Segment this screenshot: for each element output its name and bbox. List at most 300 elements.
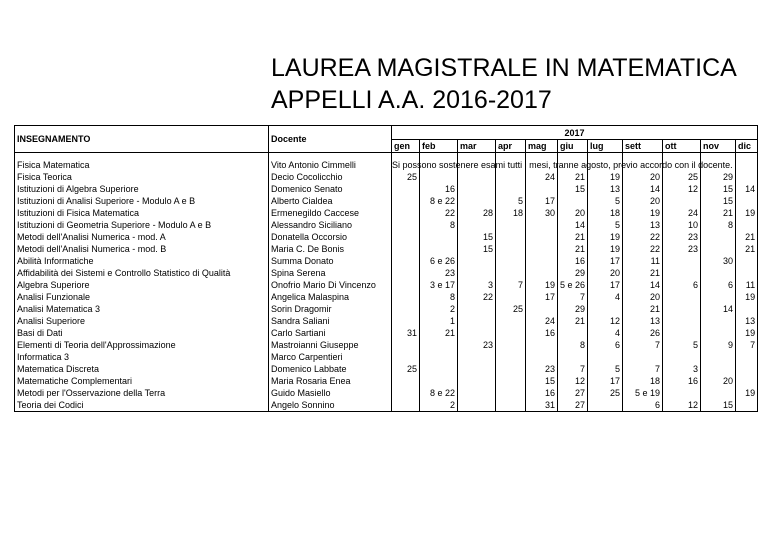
exam-date-apr — [496, 291, 526, 303]
exam-date-lug: 5 — [588, 363, 623, 375]
exam-date-mar: 22 — [458, 291, 496, 303]
table-row — [15, 315, 758, 327]
exam-date-mag — [526, 339, 558, 351]
exam-date-giu — [558, 351, 588, 363]
exam-date-mar: 3 — [458, 279, 496, 291]
exam-date-lug: 12 — [588, 315, 623, 327]
exam-date-mar — [458, 171, 496, 183]
exam-date-apr — [496, 327, 526, 339]
exam-date-sett: 14 — [623, 279, 663, 291]
exam-date-mar — [458, 267, 496, 279]
exam-date-lug: 5 — [588, 219, 623, 231]
exam-date-nov — [701, 243, 736, 255]
exam-date-lug: 17 — [588, 375, 623, 387]
exam-date-gen — [392, 399, 420, 412]
exam-date-ott — [663, 195, 701, 207]
exam-date-gen — [392, 291, 420, 303]
course-name: Fisica Teorica — [15, 171, 269, 183]
exam-date-mag — [526, 351, 558, 363]
docente-name: Donatella Occorsio — [269, 231, 392, 243]
exam-date-feb: 2 — [420, 303, 458, 315]
docente-name: Sandra Saliani — [269, 315, 392, 327]
docente-name: Guido Masiello — [269, 387, 392, 399]
exam-date-giu: 27 — [558, 387, 588, 399]
table-row — [15, 363, 758, 375]
course-name: Affidabilità dei Sistemi e Controllo Statistico di Qualità — [15, 267, 269, 279]
exam-date-nov: 21 — [701, 207, 736, 219]
exam-date-mag: 19 — [526, 279, 558, 291]
docente-name: Alberto Cialdea — [269, 195, 392, 207]
exam-date-apr — [496, 171, 526, 183]
docente-name: Alessandro Siciliano — [269, 219, 392, 231]
exam-date-ott: 12 — [663, 399, 701, 412]
exam-date-sett: 22 — [623, 231, 663, 243]
exam-date-dic: 19 — [736, 387, 758, 399]
exam-date-giu: 21 — [558, 243, 588, 255]
table-row — [15, 231, 758, 243]
exam-date-lug: 19 — [588, 171, 623, 183]
exam-date-mar — [458, 303, 496, 315]
course-name: Analisi Superiore — [15, 315, 269, 327]
header-month-dic: dic — [736, 140, 758, 153]
exam-date-ott: 24 — [663, 207, 701, 219]
exam-date-gen — [392, 183, 420, 195]
exam-date-dic: 21 — [736, 231, 758, 243]
exam-date-lug: 17 — [588, 255, 623, 267]
exam-date-feb: 6 e 26 — [420, 255, 458, 267]
course-name: Istituzioni di Analisi Superiore - Modulo A e B — [15, 195, 269, 207]
course-name: Istituzioni di Geometria Superiore - Modulo A e B — [15, 219, 269, 231]
docente-name: Onofrio Mario Di Vincenzo — [269, 279, 392, 291]
docente-name: Angelica Malaspina — [269, 291, 392, 303]
exam-date-nov: 15 — [701, 195, 736, 207]
course-name: Metodi dell'Analisi Numerica - mod. A — [15, 231, 269, 243]
exam-date-sett: 18 — [623, 375, 663, 387]
exam-date-mag: 17 — [526, 291, 558, 303]
exam-date-nov — [701, 267, 736, 279]
exam-date-mag — [526, 183, 558, 195]
exam-date-nov: 20 — [701, 375, 736, 387]
header-docente: Docente — [269, 126, 392, 153]
exam-date-sett — [623, 351, 663, 363]
exam-date-mag: 16 — [526, 387, 558, 399]
course-name: Analisi Matematica 3 — [15, 303, 269, 315]
exam-date-sett: 20 — [623, 171, 663, 183]
exam-date-sett: 21 — [623, 303, 663, 315]
exam-date-mag — [526, 231, 558, 243]
exam-date-gen — [392, 219, 420, 231]
exam-date-mag: 16 — [526, 327, 558, 339]
exam-date-feb: 8 e 22 — [420, 387, 458, 399]
exam-date-gen — [392, 375, 420, 387]
exam-date-ott — [663, 255, 701, 267]
exam-date-nov — [701, 315, 736, 327]
exam-date-gen — [392, 267, 420, 279]
exam-date-gen — [392, 195, 420, 207]
docente-name: Carlo Sartiani — [269, 327, 392, 339]
course-name: Elementi di Teoria dell'Approssimazione — [15, 339, 269, 351]
exam-date-apr — [496, 255, 526, 267]
exam-date-feb: 1 — [420, 315, 458, 327]
header-year: 2017 — [392, 126, 758, 140]
course-name: Istituzioni di Algebra Superiore — [15, 183, 269, 195]
exam-date-feb: 23 — [420, 267, 458, 279]
exam-date-sett: 19 — [623, 207, 663, 219]
availability-note: Si possono sostenere esami tutti i mesi, tranne agosto, previo accordo con il docente. — [392, 160, 733, 170]
exam-date-feb: 22 — [420, 207, 458, 219]
exam-date-mar — [458, 327, 496, 339]
exam-date-gen — [392, 315, 420, 327]
exam-date-gen — [392, 339, 420, 351]
exam-date-sett: 6 — [623, 399, 663, 412]
exam-date-gen — [392, 231, 420, 243]
exam-date-mag: 24 — [526, 315, 558, 327]
exam-date-gen — [392, 255, 420, 267]
exam-date-giu: 21 — [558, 231, 588, 243]
exam-date-nov — [701, 231, 736, 243]
exam-date-giu: 7 — [558, 291, 588, 303]
exam-date-ott — [663, 351, 701, 363]
exam-date-apr — [496, 363, 526, 375]
table-row — [15, 267, 758, 279]
exam-date-ott: 12 — [663, 183, 701, 195]
exam-date-gen: 31 — [392, 327, 420, 339]
exam-date-gen — [392, 303, 420, 315]
exam-date-dic: 11 — [736, 279, 758, 291]
header-row-year — [15, 126, 758, 140]
exam-date-apr: 25 — [496, 303, 526, 315]
exam-date-apr — [496, 351, 526, 363]
exam-date-mar — [458, 399, 496, 412]
docente-name: Ermenegildo Caccese — [269, 207, 392, 219]
exam-date-lug: 18 — [588, 207, 623, 219]
exam-date-ott — [663, 327, 701, 339]
course-name: Teoria dei Codici — [15, 399, 269, 412]
exam-date-ott: 23 — [663, 243, 701, 255]
exam-date-ott: 6 — [663, 279, 701, 291]
exam-date-mag: 30 — [526, 207, 558, 219]
exam-date-sett: 26 — [623, 327, 663, 339]
header-month-nov: nov — [701, 140, 736, 153]
exam-date-giu: 27 — [558, 399, 588, 412]
course-name: Basi di Dati — [15, 327, 269, 339]
exam-date-giu: 5 e 26 — [558, 279, 588, 291]
exam-date-nov — [701, 291, 736, 303]
header-month-gen: gen — [392, 140, 420, 153]
docente-name: Domenico Labbate — [269, 363, 392, 375]
exam-date-giu: 12 — [558, 375, 588, 387]
header-month-mar: mar — [458, 140, 496, 153]
exam-date-dic — [736, 159, 758, 171]
exam-date-ott — [663, 291, 701, 303]
exam-date-sett: 5 e 19 — [623, 387, 663, 399]
exam-date-feb — [420, 231, 458, 243]
header-month-feb: feb — [420, 140, 458, 153]
exam-date-feb — [420, 339, 458, 351]
exam-date-nov — [701, 327, 736, 339]
exam-date-giu: 16 — [558, 255, 588, 267]
exam-date-feb — [420, 351, 458, 363]
exam-date-lug: 6 — [588, 339, 623, 351]
exam-date-dic: 14 — [736, 183, 758, 195]
exam-date-nov: 30 — [701, 255, 736, 267]
course-name: Istituzioni di Fisica Matematica — [15, 207, 269, 219]
exam-date-feb — [420, 363, 458, 375]
course-name: Metodi dell'Analisi Numerica - mod. B — [15, 243, 269, 255]
exam-date-dic — [736, 303, 758, 315]
header-month-sett: sett — [623, 140, 663, 153]
exam-date-feb: 21 — [420, 327, 458, 339]
exam-date-sett: 20 — [623, 291, 663, 303]
course-name: Algebra Superiore — [15, 279, 269, 291]
exam-date-nov: 29 — [701, 171, 736, 183]
table-row — [15, 375, 758, 387]
exam-date-sett: 13 — [623, 315, 663, 327]
docente-name: Summa Donato — [269, 255, 392, 267]
exam-date-mar — [458, 375, 496, 387]
exam-date-ott: 3 — [663, 363, 701, 375]
table-row — [15, 255, 758, 267]
exam-date-mar: 15 — [458, 243, 496, 255]
title-line-2: APPELLI A.A. 2016-2017 — [271, 86, 552, 114]
table-row — [15, 207, 758, 219]
exam-date-lug: 25 — [588, 387, 623, 399]
docente-name: Decio Cocolicchio — [269, 171, 392, 183]
exam-date-sett: 7 — [623, 339, 663, 351]
exam-date-lug: 17 — [588, 279, 623, 291]
exam-date-nov: 6 — [701, 279, 736, 291]
exam-date-nov: 14 — [701, 303, 736, 315]
exam-date-apr: 5 — [496, 195, 526, 207]
exam-date-lug — [588, 303, 623, 315]
table-row — [15, 399, 758, 412]
course-name: Fisica Matematica — [15, 159, 269, 171]
exam-date-sett: 11 — [623, 255, 663, 267]
table-row — [15, 279, 758, 291]
exam-date-nov: 9 — [701, 339, 736, 351]
docente-name: Marco Carpentieri — [269, 351, 392, 363]
course-name: Metodi per l'Osservazione della Terra — [15, 387, 269, 399]
docente-name: Angelo Sonnino — [269, 399, 392, 412]
exam-date-feb: 3 e 17 — [420, 279, 458, 291]
exam-date-apr — [496, 183, 526, 195]
table-row — [15, 387, 758, 399]
exam-date-giu: 8 — [558, 339, 588, 351]
exam-date-feb: 8 — [420, 291, 458, 303]
exam-date-dic: 13 — [736, 315, 758, 327]
exam-date-ott: 23 — [663, 231, 701, 243]
exam-date-mar: 28 — [458, 207, 496, 219]
exam-date-mag — [526, 255, 558, 267]
header-insegnamento: INSEGNAMENTO — [15, 126, 269, 153]
exam-date-dic — [736, 255, 758, 267]
table-row — [15, 195, 758, 207]
exam-date-mar — [458, 183, 496, 195]
exam-date-apr — [496, 339, 526, 351]
docente-name: Vito Antonio Cimmelli — [269, 159, 392, 171]
exam-date-giu: 21 — [558, 315, 588, 327]
exam-date-lug: 4 — [588, 291, 623, 303]
exam-date-mar: 15 — [458, 231, 496, 243]
exam-date-lug — [588, 351, 623, 363]
title-line-1: LAUREA MAGISTRALE IN MATEMATICA — [271, 54, 737, 82]
exam-date-dic: 7 — [736, 339, 758, 351]
exam-date-apr — [496, 387, 526, 399]
header-month-mag: mag — [526, 140, 558, 153]
exam-date-mag: 31 — [526, 399, 558, 412]
exam-date-lug: 13 — [588, 183, 623, 195]
table-row — [15, 351, 758, 363]
exam-date-mag: 17 — [526, 195, 558, 207]
exam-date-ott: 10 — [663, 219, 701, 231]
exam-date-ott — [663, 315, 701, 327]
exam-date-feb — [420, 171, 458, 183]
exam-date-ott — [663, 303, 701, 315]
exam-date-lug: 19 — [588, 231, 623, 243]
docente-name: Maria Rosaria Enea — [269, 375, 392, 387]
course-name: Analisi Funzionale — [15, 291, 269, 303]
docente-name: Domenico Senato — [269, 183, 392, 195]
exam-date-dic — [736, 375, 758, 387]
exam-date-ott: 16 — [663, 375, 701, 387]
exam-date-apr — [496, 231, 526, 243]
exam-date-nov — [701, 363, 736, 375]
exam-date-sett: 20 — [623, 195, 663, 207]
exam-date-dic — [736, 219, 758, 231]
header-month-giu: giu — [558, 140, 588, 153]
course-name: Abilità Informatiche — [15, 255, 269, 267]
exam-date-giu: 15 — [558, 183, 588, 195]
exam-date-dic: 19 — [736, 207, 758, 219]
docente-name: Maria C. De Bonis — [269, 243, 392, 255]
exam-date-mag: 24 — [526, 171, 558, 183]
table-row — [15, 219, 758, 231]
exam-date-lug: 4 — [588, 327, 623, 339]
exam-date-gen — [392, 387, 420, 399]
exam-date-mar — [458, 351, 496, 363]
table-row — [15, 183, 758, 195]
exam-date-dic: 21 — [736, 243, 758, 255]
exam-date-feb — [420, 375, 458, 387]
exam-date-mag — [526, 243, 558, 255]
exam-date-gen: 25 — [392, 363, 420, 375]
table-row — [15, 339, 758, 351]
exam-date-dic — [736, 195, 758, 207]
table-row — [15, 291, 758, 303]
exam-date-sett: 7 — [623, 363, 663, 375]
exam-date-feb — [420, 243, 458, 255]
exam-date-mar — [458, 363, 496, 375]
exam-date-apr — [496, 399, 526, 412]
header-month-ott: ott — [663, 140, 701, 153]
exam-date-dic: 19 — [736, 327, 758, 339]
exam-date-lug: 19 — [588, 243, 623, 255]
exam-date-giu: 7 — [558, 363, 588, 375]
exam-date-lug: 5 — [588, 195, 623, 207]
exam-date-feb: 8 — [420, 219, 458, 231]
exam-date-mag — [526, 267, 558, 279]
exam-date-lug — [588, 399, 623, 412]
exam-date-dic — [736, 267, 758, 279]
exam-date-mar: 23 — [458, 339, 496, 351]
exam-date-giu — [558, 327, 588, 339]
course-name: Matematiche Complementari — [15, 375, 269, 387]
exam-date-sett: 14 — [623, 183, 663, 195]
exam-date-dic — [736, 171, 758, 183]
exam-date-apr — [496, 267, 526, 279]
exam-date-lug: 20 — [588, 267, 623, 279]
exam-date-gen — [392, 243, 420, 255]
exam-date-giu: 29 — [558, 267, 588, 279]
page-title — [271, 52, 737, 116]
exam-date-mar — [458, 219, 496, 231]
exam-date-apr — [496, 375, 526, 387]
exam-date-sett: 13 — [623, 219, 663, 231]
exam-date-mar — [458, 255, 496, 267]
table-row — [15, 303, 758, 315]
exam-date-gen — [392, 207, 420, 219]
exam-date-sett: 22 — [623, 243, 663, 255]
exam-date-mag: 15 — [526, 375, 558, 387]
exam-date-ott: 25 — [663, 171, 701, 183]
exam-date-giu: 29 — [558, 303, 588, 315]
exam-date-apr: 7 — [496, 279, 526, 291]
exam-date-nov: 15 — [701, 399, 736, 412]
exam-date-gen — [392, 351, 420, 363]
exam-date-nov — [701, 351, 736, 363]
exam-date-mar — [458, 195, 496, 207]
exam-date-mag — [526, 303, 558, 315]
exam-date-apr — [496, 243, 526, 255]
exam-date-mar — [458, 387, 496, 399]
docente-name: Spina Serena — [269, 267, 392, 279]
exam-date-giu: 14 — [558, 219, 588, 231]
table-row — [15, 243, 758, 255]
exam-date-dic — [736, 351, 758, 363]
header-month-apr: apr — [496, 140, 526, 153]
exam-date-apr: 18 — [496, 207, 526, 219]
exam-date-ott — [663, 267, 701, 279]
exam-date-dic — [736, 363, 758, 375]
exam-date-mag: 23 — [526, 363, 558, 375]
exam-date-apr — [496, 315, 526, 327]
exam-date-ott: 5 — [663, 339, 701, 351]
exam-date-dic: 19 — [736, 291, 758, 303]
exam-date-apr — [496, 219, 526, 231]
course-name: Matematica Discreta — [15, 363, 269, 375]
exam-date-nov: 15 — [701, 183, 736, 195]
exam-date-gen: 25 — [392, 171, 420, 183]
exam-date-feb: 2 — [420, 399, 458, 412]
docente-name: Sorin Dragomir — [269, 303, 392, 315]
exam-date-gen — [392, 279, 420, 291]
exam-date-ott — [663, 387, 701, 399]
exam-date-nov: 8 — [701, 219, 736, 231]
exam-date-mar — [458, 315, 496, 327]
course-name: Informatica 3 — [15, 351, 269, 363]
header-month-lug: lug — [588, 140, 623, 153]
exam-date-dic — [736, 399, 758, 412]
table-row — [15, 171, 758, 183]
exam-date-giu: 20 — [558, 207, 588, 219]
exam-date-sett: 21 — [623, 267, 663, 279]
exam-date-feb: 8 e 22 — [420, 195, 458, 207]
exam-date-feb: 16 — [420, 183, 458, 195]
exam-date-nov — [701, 387, 736, 399]
exam-date-giu — [558, 195, 588, 207]
exam-date-mag — [526, 219, 558, 231]
table-row — [15, 327, 758, 339]
